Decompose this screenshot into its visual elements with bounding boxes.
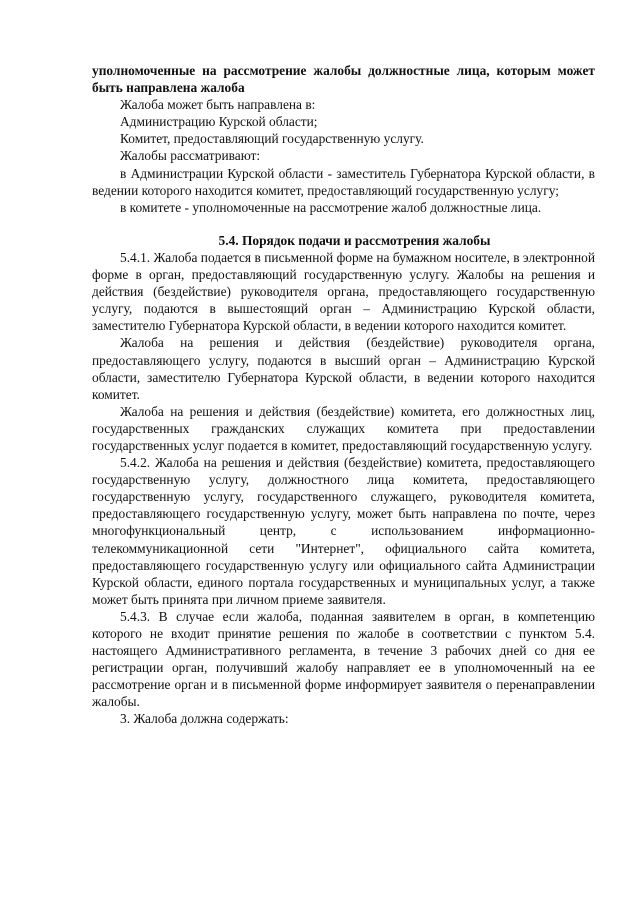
paragraph-complaint-contents: 3. Жалоба должна содержать: [120,711,289,727]
paragraph-5-4-1: 5.4.1. Жалоба подается в письменной форме на бумажном носителе, в электронной форме в орган, предоставляющий государственную услугу. Жалобы на решения и действия (бездействие) руководителя органа, предоставляющего государственную услугу, подаются в вышестоящий орган – Администрацию Курской области, заместителю Губернатора Курской области, в ведении которого находится комитет. [92,249,595,334]
paragraph-reviewers: Жалобы рассматривают: [120,148,261,164]
paragraph-head-complaint: Жалоба на решения и действия (бездействие) руководителя органа, предоставляющего услугу, подаются в высший орган – Администрацию Курской области, заместителю Губернатора Курской области, в ведении которого находится комитет. [92,335,595,402]
paragraph-complaint-directed: Жалоба может быть направлена в: [120,97,316,113]
paragraph-5-4-2: 5.4.2. Жалоба на решения и действия (бездействие) комитета, предоставляющего государственную услугу, должностного лица комитета, предоставляющего государственную услугу, государственного служащего, руководителя комитета, предоставляющего государственную услугу, может быть направлена по почте, через многофункциональный центр, с использованием информационно-телекоммуникационной сети "Интернет", официального сайта комитета, предоставляющего государственную услугу или официального сайта Администрации Курской области, единого портала государственных и муниципальных услуг, а также может быть принята при личном приеме заявителя. [92,455,595,607]
intro-bold-paragraph: уполномоченные на рассмотрение жалобы должностные лица, которым может быть направлена жалоба [92,63,595,96]
section-heading: 5.4. Порядок подачи и рассмотрения жалобы [218,232,491,248]
paragraph-committee-officials: в комитете - уполномоченные на рассмотрение жалоб должностные лица. [120,199,542,215]
paragraph-deputy-governor: в Администрации Курской области - заместитель Губернатора Курской области, в ведении которого находится комитет, предоставляющий государственную услугу; [92,165,595,198]
paragraph-committee-complaint: Жалоба на решения и действия (бездействие) комитета, его должностных лиц, государственных гражданских служащих комитета при предоставлении государственных услуг подается в комитет, предоставляющий государственную услугу. [92,403,595,453]
document-page [92,62,595,728]
paragraph-5-4-3: 5.4.3. В случае если жалоба, поданная заявителем в орган, в компетенцию которого не входит принятие решения по жалобе в соответствии с пунктом 5.4. настоящего Административного регламента, в течение 3 рабочих дней со дня ее регистрации орган, получивший жалобу направляет ее в уполномоченный на ее рассмотрение орган и в письменной форме информирует заявителя о перенаправлении жалобы. [92,608,595,710]
paragraph-committee: Комитет, предоставляющий государственную услугу. [120,131,424,147]
paragraph-administration: Администрацию Курской области; [120,114,318,130]
